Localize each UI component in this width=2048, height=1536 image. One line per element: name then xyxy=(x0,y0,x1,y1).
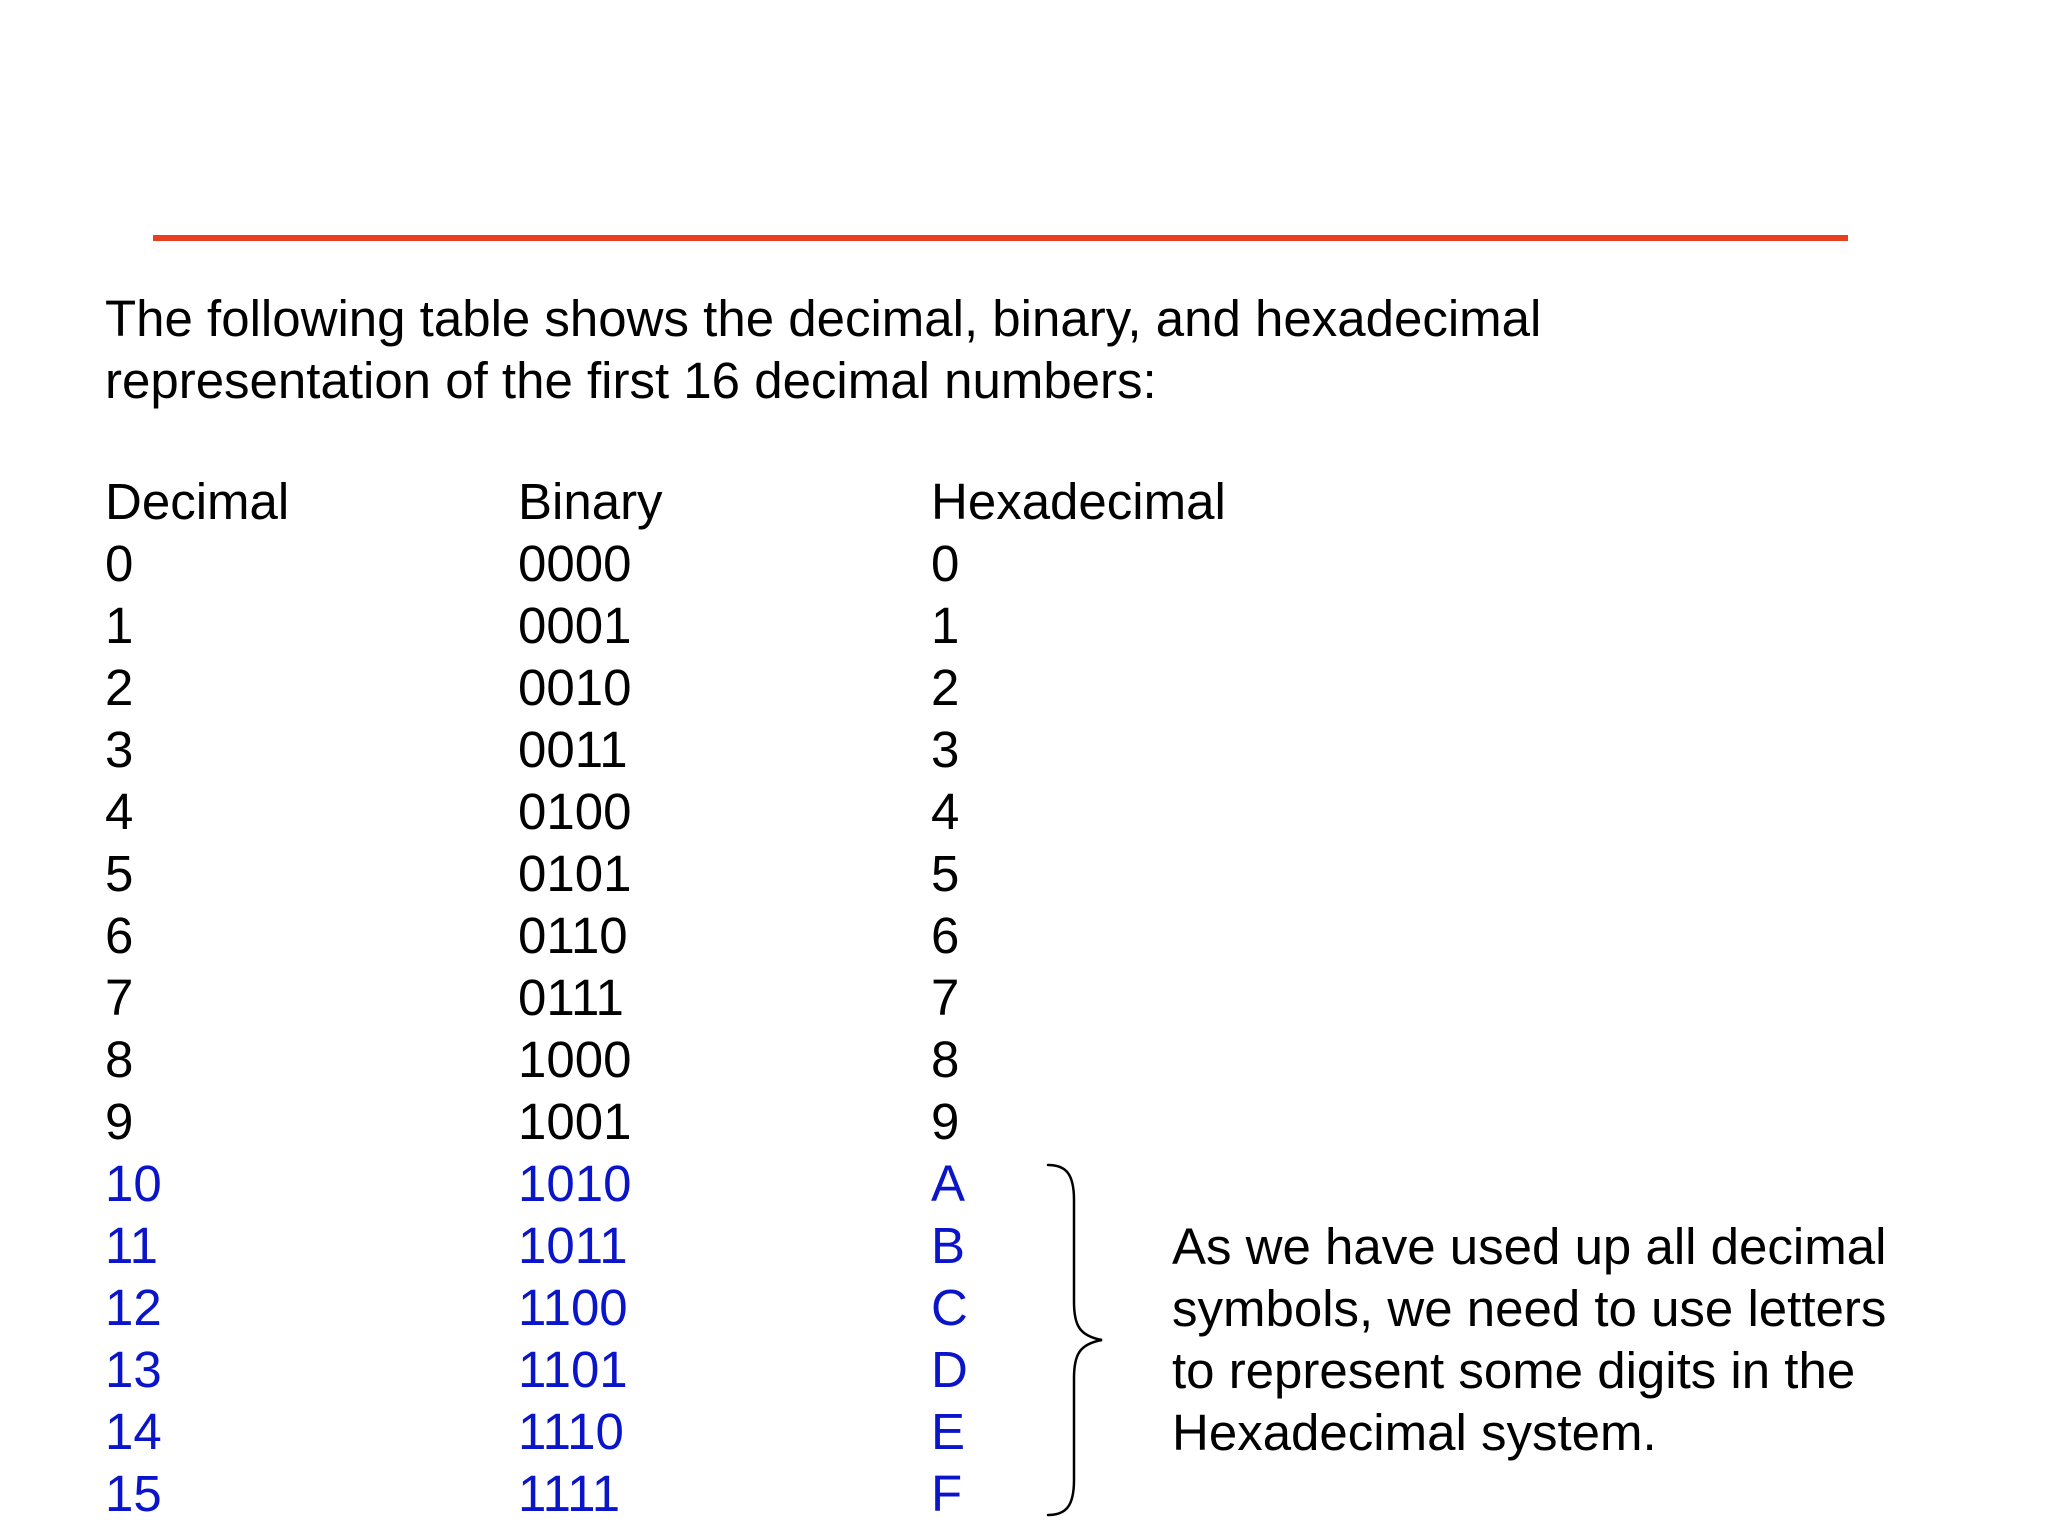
decimal-cell: 7 xyxy=(105,969,134,1026)
hex-cell: 7 xyxy=(931,969,960,1026)
binary-cell: 0110 xyxy=(518,907,628,964)
hex-cell: C xyxy=(931,1279,968,1336)
note-line-2: symbols, we need to use letters xyxy=(1172,1280,1887,1337)
hex-cell: B xyxy=(931,1217,966,1274)
binary-cell: 1111 xyxy=(518,1465,621,1522)
intro-line-1: The following table shows the decimal, binary, and hexadecimal xyxy=(105,290,1542,347)
hex-cell: A xyxy=(931,1155,966,1212)
binary-cell: 1100 xyxy=(518,1279,628,1336)
binary-cell: 1011 xyxy=(518,1217,628,1274)
hex-cell: 0 xyxy=(931,535,960,592)
decimal-cell: 15 xyxy=(105,1465,162,1522)
binary-cell: 0111 xyxy=(518,969,624,1026)
binary-cell: 0001 xyxy=(518,597,632,654)
hex-cell: 4 xyxy=(931,783,960,840)
title-rule xyxy=(153,235,1848,241)
hex-cell: F xyxy=(931,1465,963,1522)
right-brace xyxy=(1040,1160,1110,1520)
decimal-cell: 0 xyxy=(105,535,134,592)
hex-cell: 1 xyxy=(931,597,960,654)
hex-cell: 2 xyxy=(931,659,960,716)
decimal-cell: 4 xyxy=(105,783,134,840)
binary-cell: 0000 xyxy=(518,535,632,592)
note-line-1: As we have used up all decimal xyxy=(1172,1218,1887,1275)
hex-cell: 8 xyxy=(931,1031,960,1088)
decimal-cell: 9 xyxy=(105,1093,134,1150)
decimal-cell: 1 xyxy=(105,597,134,654)
letters-explanation-note xyxy=(1172,1216,1886,1464)
binary-cell: 1110 xyxy=(518,1403,624,1460)
header-decimal: Decimal xyxy=(105,473,290,530)
decimal-cell: 3 xyxy=(105,721,134,778)
intro-line-2: representation of the first 16 decimal numbers: xyxy=(105,352,1157,409)
binary-cell: 1010 xyxy=(518,1155,632,1212)
hex-cell: 6 xyxy=(931,907,960,964)
binary-cell: 0101 xyxy=(518,845,632,902)
decimal-cell: 10 xyxy=(105,1155,162,1212)
binary-cell: 0100 xyxy=(518,783,632,840)
hex-cell: 5 xyxy=(931,845,960,902)
decimal-cell: 11 xyxy=(105,1217,158,1274)
decimal-cell: 14 xyxy=(105,1403,162,1460)
note-line-4: Hexadecimal system. xyxy=(1172,1404,1657,1461)
decimal-cell: 2 xyxy=(105,659,134,716)
decimal-cell: 12 xyxy=(105,1279,162,1336)
header-hexadecimal: Hexadecimal xyxy=(931,473,1226,530)
hex-cell: 9 xyxy=(931,1093,960,1150)
binary-cell: 1001 xyxy=(518,1093,632,1150)
decimal-cell: 6 xyxy=(105,907,134,964)
binary-cell: 1000 xyxy=(518,1031,632,1088)
intro-text xyxy=(105,288,1805,412)
hex-cell: 3 xyxy=(931,721,960,778)
note-line-3: to represent some digits in the xyxy=(1172,1342,1856,1399)
header-binary: Binary xyxy=(518,473,663,530)
hex-cell: E xyxy=(931,1403,966,1460)
hex-cell: D xyxy=(931,1341,968,1398)
decimal-cell: 8 xyxy=(105,1031,134,1088)
binary-cell: 0011 xyxy=(518,721,628,778)
binary-cell: 0010 xyxy=(518,659,632,716)
binary-cell: 1101 xyxy=(518,1341,628,1398)
decimal-cell: 13 xyxy=(105,1341,162,1398)
decimal-cell: 5 xyxy=(105,845,134,902)
